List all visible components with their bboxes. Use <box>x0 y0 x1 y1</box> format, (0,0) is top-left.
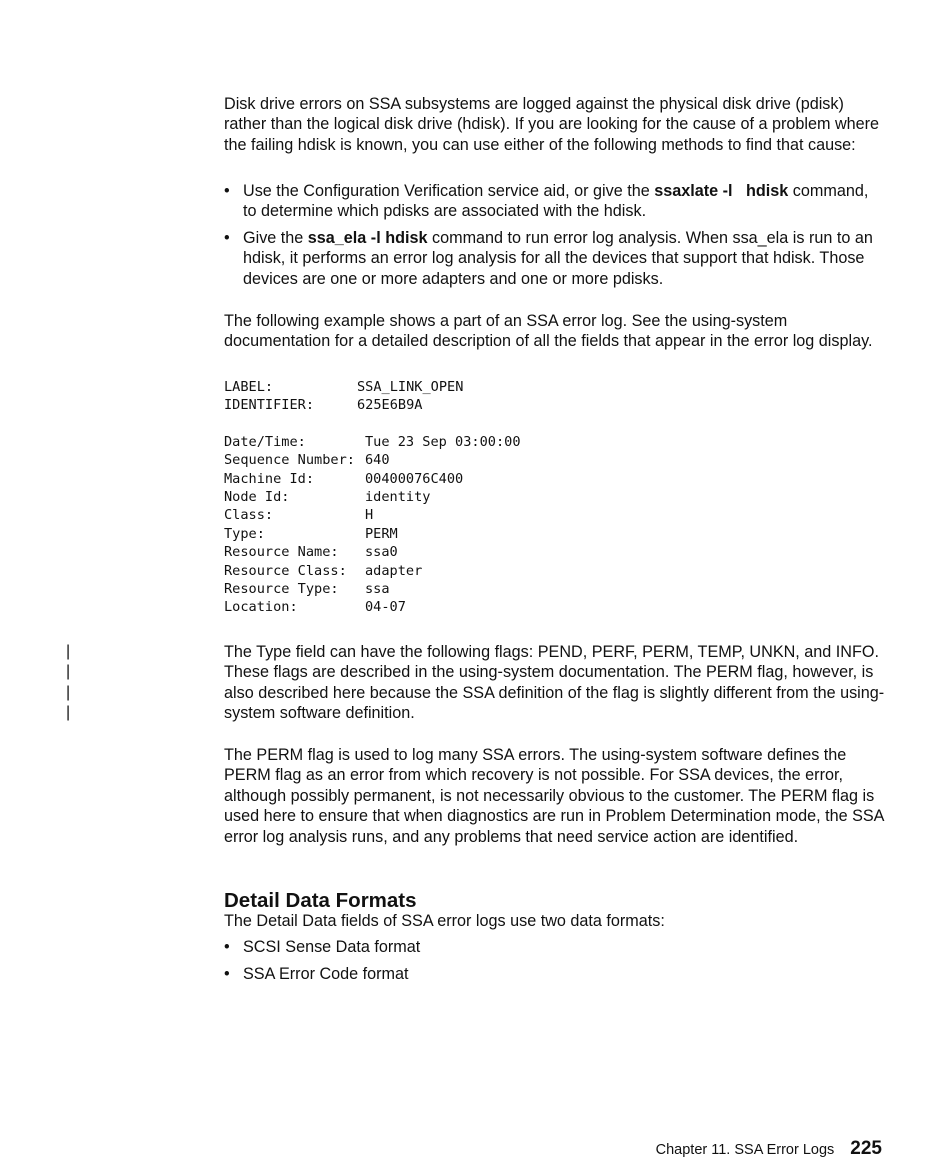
log-field-line <box>224 525 886 543</box>
log-field-key: Machine Id: <box>224 470 315 487</box>
type-field-paragraph: The Type field can have the following flags: PEND, PERF, PERM, TEMP, UNKN, and INFO. These flags are described in the using-system documentation. The PERM flag, however, is also described here because the SSA definition of the flag is slightly different from the using-system software definition. <box>224 643 885 723</box>
log-field-value: PERM <box>365 525 398 542</box>
log-field-value: 640 <box>365 452 390 469</box>
bullet-icon: • <box>224 228 230 247</box>
log-field-line <box>224 488 886 506</box>
log-field-value: 04-07 <box>365 599 406 616</box>
log-spacer <box>224 415 886 433</box>
log-field-key: Location: <box>224 599 298 616</box>
list-item: • Use the Configuration Verification service aid, or give the ssaxlate -l hdisk command, to determine which pdisks are associated with the hdisk. <box>224 182 869 221</box>
log-field-value: ssa <box>365 581 390 598</box>
section-heading: Detail Data Formats <box>224 889 417 912</box>
log-field-line <box>224 433 886 451</box>
list-item: • SCSI Sense Data format <box>224 938 421 957</box>
page-footer <box>656 1138 882 1160</box>
log-field-value: identity <box>365 489 431 506</box>
revision-bar: | <box>66 704 71 722</box>
log-field-key: Date/Time: <box>224 433 306 450</box>
formats-list <box>224 937 886 984</box>
log-field-line <box>224 451 886 469</box>
log-field-value: 00400076C400 <box>365 470 464 487</box>
bullet-icon: • <box>224 182 230 200</box>
log-field-key: Class: <box>224 507 274 524</box>
detail-intro-paragraph: The Detail Data fields of SSA error logs use two data formats: <box>224 912 665 930</box>
command-ssaxlate: ssaxlate -l hdisk <box>654 182 789 200</box>
perm-block <box>224 745 886 847</box>
log-header-line: IDENTIFIER: 625E6B9A <box>224 397 423 414</box>
error-log-example <box>224 378 886 617</box>
log-field-key: Type: <box>224 525 265 542</box>
log-field-key: Resource Name: <box>224 544 339 561</box>
list-item: • SSA Error Code format <box>224 964 409 983</box>
bullet-icon: • <box>224 964 230 983</box>
revision-bar: | <box>66 683 71 701</box>
log-field-key: Resource Class: <box>224 562 347 579</box>
log-field-line <box>224 506 886 524</box>
log-field-key: Node Id: <box>224 489 290 506</box>
methods-list <box>224 181 886 289</box>
list-item: • Give the ssa_ela -l hdisk command to run error log analysis. When ssa_ela is run to an hdisk, it performs an error log analysis for all the devices that support that hdisk. Those devices are one or more adapters and one or more pdisks. <box>224 228 873 288</box>
log-fields <box>224 433 886 617</box>
log-field-value: Tue 23 Sep 03:00:00 <box>365 433 521 450</box>
detail-section <box>224 889 886 984</box>
perm-paragraph: The PERM flag is used to log many SSA errors. The using-system software defines the PERM flag as an error from which recovery is not possible. For SSA devices, the error, although possibly permanent, is not necessarily obvious to the customer. The PERM flag is used here to ensure that when diagnostics are run in Problem Determination mode, the SSA error log analysis runs, and any problems that need service action are identified. <box>224 746 884 846</box>
revision-bars <box>66 642 74 724</box>
command-ssa-ela: ssa_ela -l hdisk <box>307 228 428 247</box>
example-intro-paragraph: The following example shows a part of an SSA error log. See the using-system documentation for a detailed description of all the fields that appear in the error log display. <box>224 312 873 351</box>
chapter-title: Chapter 11. SSA Error Logs <box>655 1142 835 1158</box>
bullet-icon: • <box>224 938 230 957</box>
intro-paragraph: Disk drive errors on SSA subsystems are logged against the physical disk drive (pdisk) rather than the logical disk drive (hdisk). If you are looking for the cause of a problem where the failing hdisk is known, you can use either of the following methods to find that cause: <box>224 95 880 154</box>
log-field-line <box>224 598 886 616</box>
log-header-line: LABEL: SSA_LINK_OPEN <box>224 379 464 395</box>
log-field-line <box>224 562 886 580</box>
revision-bar: | <box>66 663 71 681</box>
log-field-line <box>224 470 886 488</box>
methods-list-block <box>224 181 886 289</box>
log-field-value: H <box>365 507 374 524</box>
log-field-key: Resource Type: <box>224 581 339 598</box>
intro-block <box>224 94 886 155</box>
log-field-value: ssa0 <box>365 544 398 561</box>
type-field-block <box>224 642 886 724</box>
log-field-value: adapter <box>365 562 423 579</box>
log-field-line <box>224 580 886 598</box>
log-field-key: Sequence Number: <box>224 452 355 469</box>
page-number: 225 <box>850 1138 882 1159</box>
revision-bar: | <box>66 643 71 660</box>
example-intro-block <box>224 311 886 352</box>
log-field-line <box>224 543 886 561</box>
